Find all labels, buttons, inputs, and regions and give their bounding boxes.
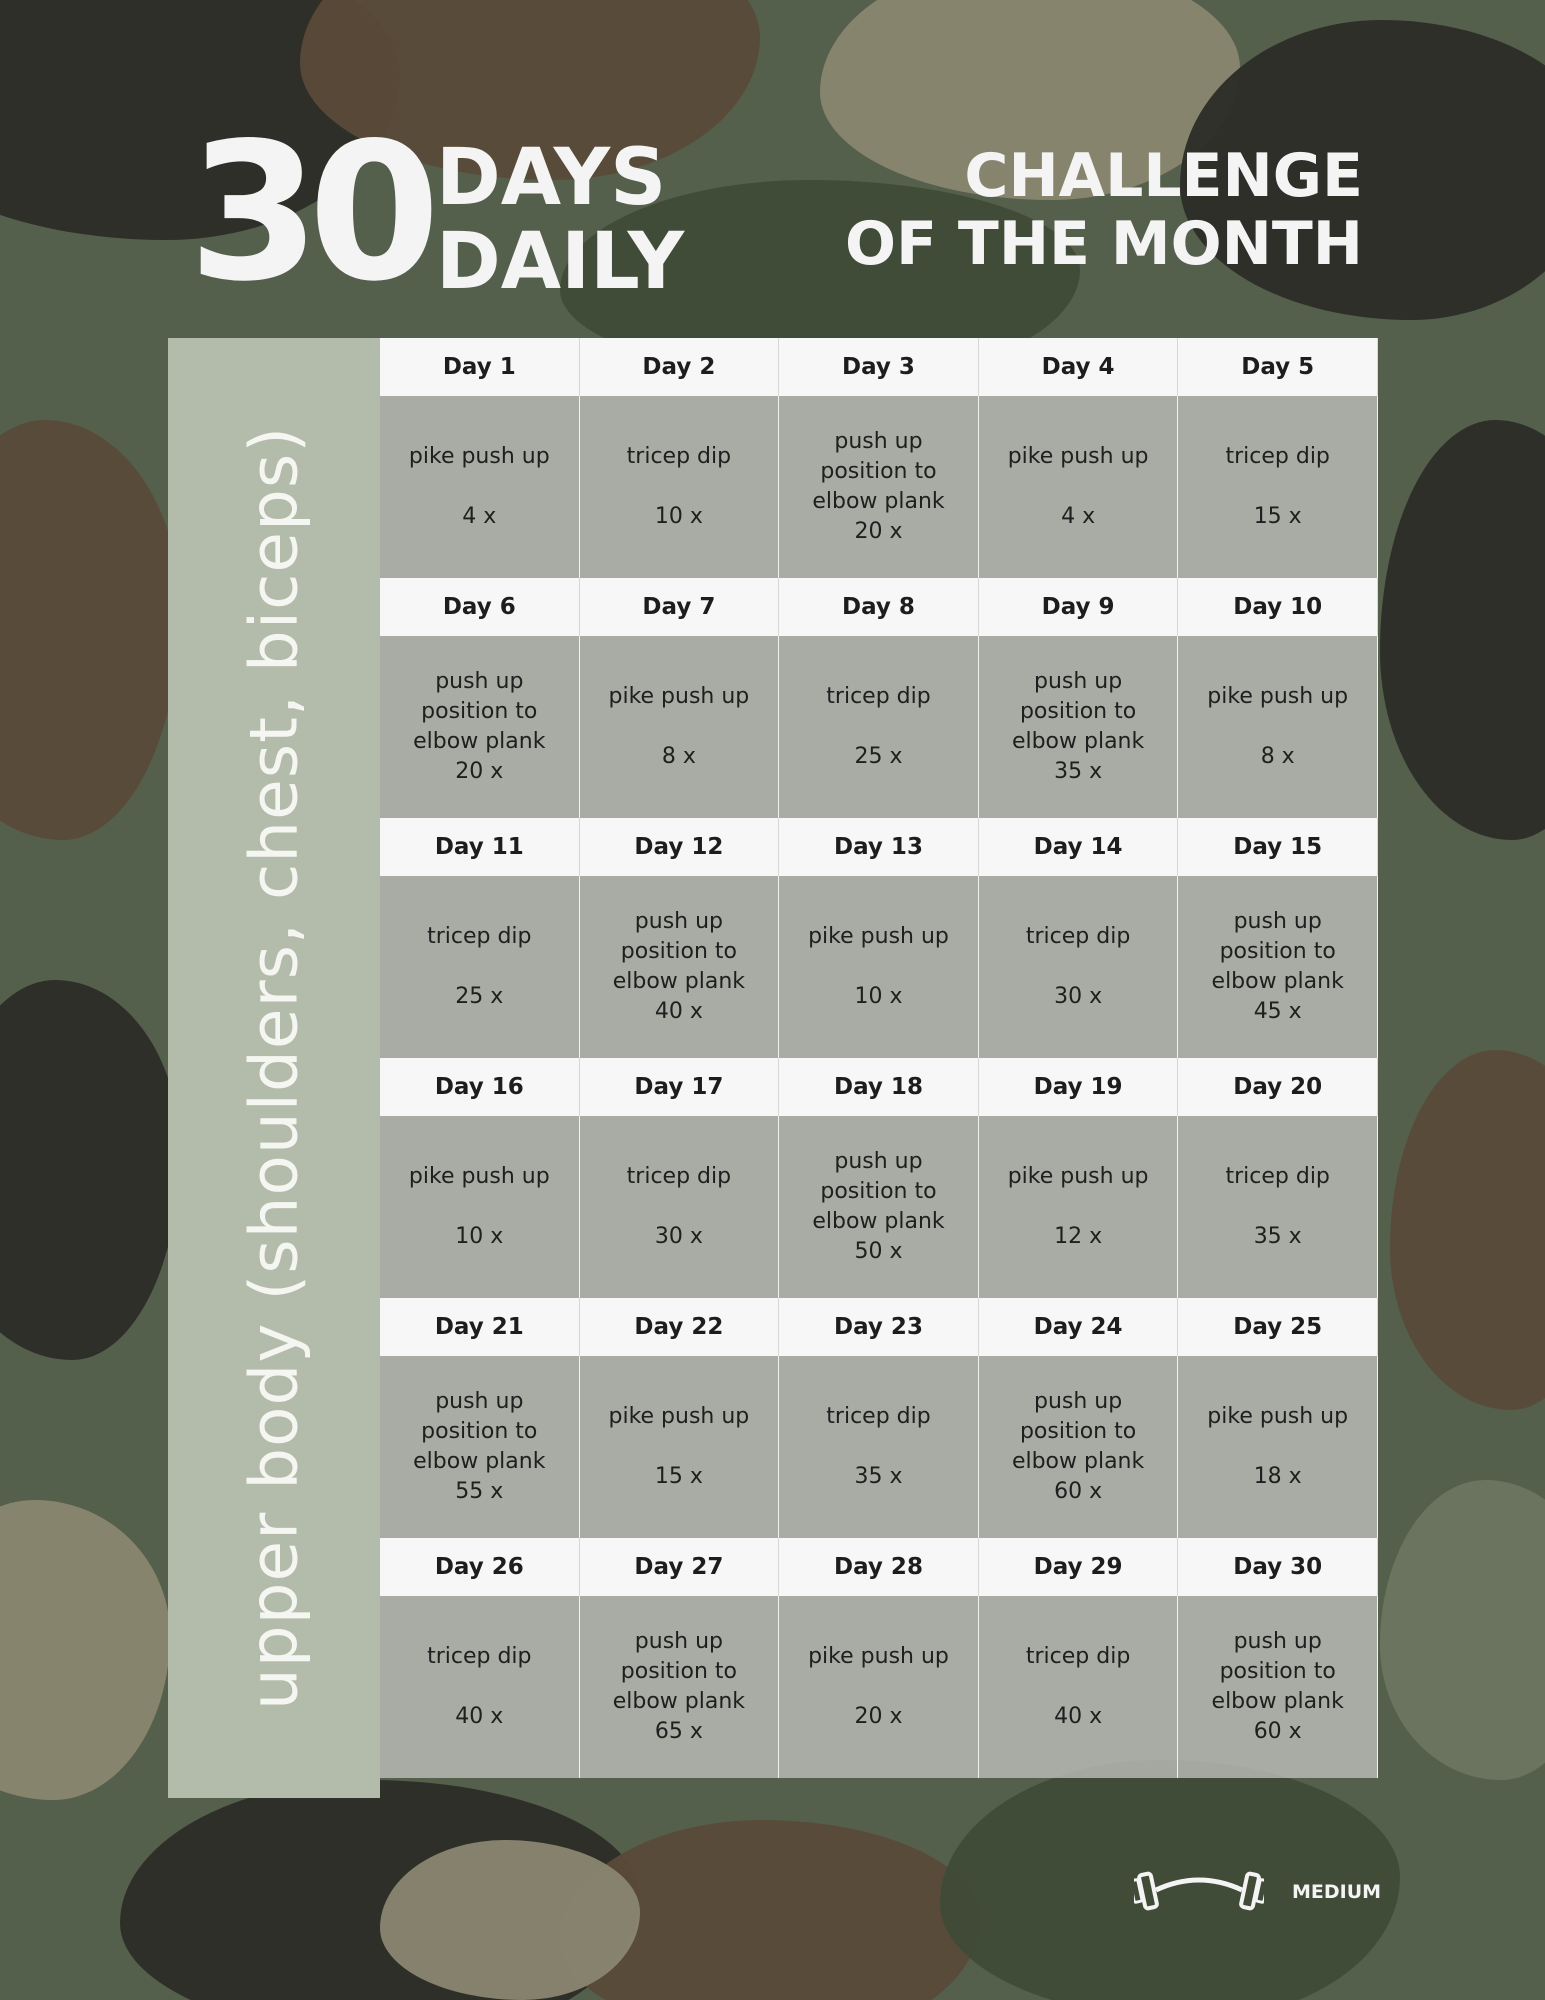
day-grid [380,338,1378,1798]
exercise-name: push up position to elbow plank [1211,909,1344,994]
day-cell [580,1116,780,1298]
exercise-name: push up position to elbow plank [812,1149,945,1234]
day-header: Day 30 [1178,1538,1378,1596]
challenge-title [845,142,1363,278]
title-days-daily [436,133,685,307]
day-cell [779,1596,979,1778]
reps: 12 x [1054,1224,1103,1249]
reps: 8 x [661,744,696,769]
reps: 18 x [1253,1464,1302,1489]
day-cell [580,876,780,1058]
exercise-name: pike push up [408,444,550,469]
exercise-name: pike push up [1007,444,1149,469]
exercise-name: push up position to elbow plank [413,669,546,754]
exercise-name: pike push up [1207,1404,1349,1429]
reps: 35 x [1054,759,1103,784]
day-header: Day 16 [380,1058,580,1116]
challenge-board [168,338,1378,1798]
day-header: Day 14 [979,818,1179,876]
day-header: Day 22 [580,1298,780,1356]
level-label: MEDIUM [1292,1881,1382,1903]
reps: 4 x [1061,504,1096,529]
day-header: Day 21 [380,1298,580,1356]
reps: 15 x [1253,504,1302,529]
exercise-name: pike push up [608,1404,750,1429]
day-header: Day 7 [580,578,780,636]
reps: 10 x [455,1224,504,1249]
day-header: Day 18 [779,1058,979,1116]
reps: 20 x [455,759,504,784]
sidebar-label: upper body (shoulders, chest, biceps) [235,425,313,1711]
exercise-name: tricep dip [1225,444,1330,469]
reps: 25 x [455,984,504,1009]
day-cell [380,636,580,818]
reps: 45 x [1253,999,1302,1024]
day-cell [380,1116,580,1298]
reps: 20 x [854,519,903,544]
day-header: Day 26 [380,1538,580,1596]
exercise-name: push up position to elbow plank [1011,1389,1145,1474]
reps: 8 x [1260,744,1295,769]
day-cell [779,1356,979,1538]
day-header: Day 12 [580,818,780,876]
day-cell [380,1356,580,1538]
reps: 10 x [654,504,703,529]
exercise-name: tricep dip [626,1164,732,1189]
title-number: 30 [188,102,429,323]
day-cell [1178,396,1378,578]
day-header: Day 29 [979,1538,1179,1596]
exercise-name: push up position to elbow plank [812,429,945,514]
day-cell [580,636,780,818]
day-cell [580,396,780,578]
exercise-name: pike push up [808,1644,949,1669]
barbell-icon [1134,1866,1264,1918]
exercise-name: pike push up [408,1164,550,1189]
title-days: DAYS [436,133,667,223]
day-cell [1178,876,1378,1058]
exercise-name: tricep dip [1025,1644,1131,1669]
reps: 20 x [854,1704,903,1729]
reps: 40 x [654,999,703,1024]
day-cell [779,636,979,818]
exercise-name: push up position to elbow plank [1011,669,1145,754]
exercise-name: tricep dip [826,1404,931,1429]
reps: 15 x [654,1464,703,1489]
challenge-title-line2: OF THE MONTH [845,209,1363,279]
day-header: Day 4 [979,338,1179,396]
day-header: Day 10 [1178,578,1378,636]
day-cell [979,636,1179,818]
day-cell [979,396,1179,578]
reps: 4 x [462,504,497,529]
day-cell [580,1356,780,1538]
day-cell [779,876,979,1058]
day-header: Day 15 [1178,818,1378,876]
day-header: Day 2 [580,338,780,396]
day-cell [380,1596,580,1778]
day-cell [1178,1356,1378,1538]
reps: 50 x [854,1239,903,1264]
day-header: Day 8 [779,578,979,636]
exercise-name: tricep dip [1225,1164,1330,1189]
exercise-name: pike push up [608,684,750,709]
day-cell [979,876,1179,1058]
reps: 40 x [1054,1704,1103,1729]
reps: 30 x [1054,984,1103,1009]
day-header: Day 17 [580,1058,780,1116]
day-cell [979,1116,1179,1298]
day-cell [580,1596,780,1778]
day-header: Day 27 [580,1538,780,1596]
title-daily: DAILY [436,217,685,307]
day-header: Day 1 [380,338,580,396]
day-cell [1178,1596,1378,1778]
reps: 25 x [854,744,903,769]
exercise-name: pike push up [1007,1164,1149,1189]
exercise-name: tricep dip [427,1644,532,1669]
exercise-name: push up position to elbow plank [612,909,746,994]
exercise-name: push up position to elbow plank [612,1629,746,1714]
reps: 35 x [854,1464,903,1489]
day-header: Day 5 [1178,338,1378,396]
exercise-name: pike push up [1207,684,1349,709]
day-header: Day 19 [979,1058,1179,1116]
exercise-name: pike push up [808,924,949,949]
day-cell [1178,1116,1378,1298]
day-header: Day 25 [1178,1298,1378,1356]
day-header: Day 6 [380,578,580,636]
day-cell [380,876,580,1058]
exercise-name: tricep dip [626,444,732,469]
exercise-name: tricep dip [826,684,931,709]
challenge-title-line1: CHALLENGE [964,141,1363,211]
reps: 55 x [455,1479,504,1504]
reps: 60 x [1054,1479,1103,1504]
exercise-name: tricep dip [427,924,532,949]
difficulty-level [1134,1866,1381,1918]
day-header: Day 28 [779,1538,979,1596]
day-header: Day 11 [380,818,580,876]
day-cell [779,396,979,578]
reps: 60 x [1253,1719,1302,1744]
day-header: Day 13 [779,818,979,876]
reps: 65 x [654,1719,703,1744]
day-cell [1178,636,1378,818]
sidebar [168,338,380,1798]
day-cell [979,1356,1179,1538]
reps: 30 x [654,1224,703,1249]
day-header: Day 20 [1178,1058,1378,1116]
exercise-name: tricep dip [1025,924,1131,949]
day-cell [380,396,580,578]
day-header: Day 9 [979,578,1179,636]
day-cell [979,1596,1179,1778]
reps: 10 x [854,984,903,1009]
reps: 35 x [1253,1224,1302,1249]
day-header: Day 3 [779,338,979,396]
exercise-name: push up position to elbow plank [413,1389,546,1474]
exercise-name: push up position to elbow plank [1211,1629,1344,1714]
day-cell [779,1116,979,1298]
day-header: Day 24 [979,1298,1179,1356]
day-header: Day 23 [779,1298,979,1356]
reps: 40 x [455,1704,504,1729]
